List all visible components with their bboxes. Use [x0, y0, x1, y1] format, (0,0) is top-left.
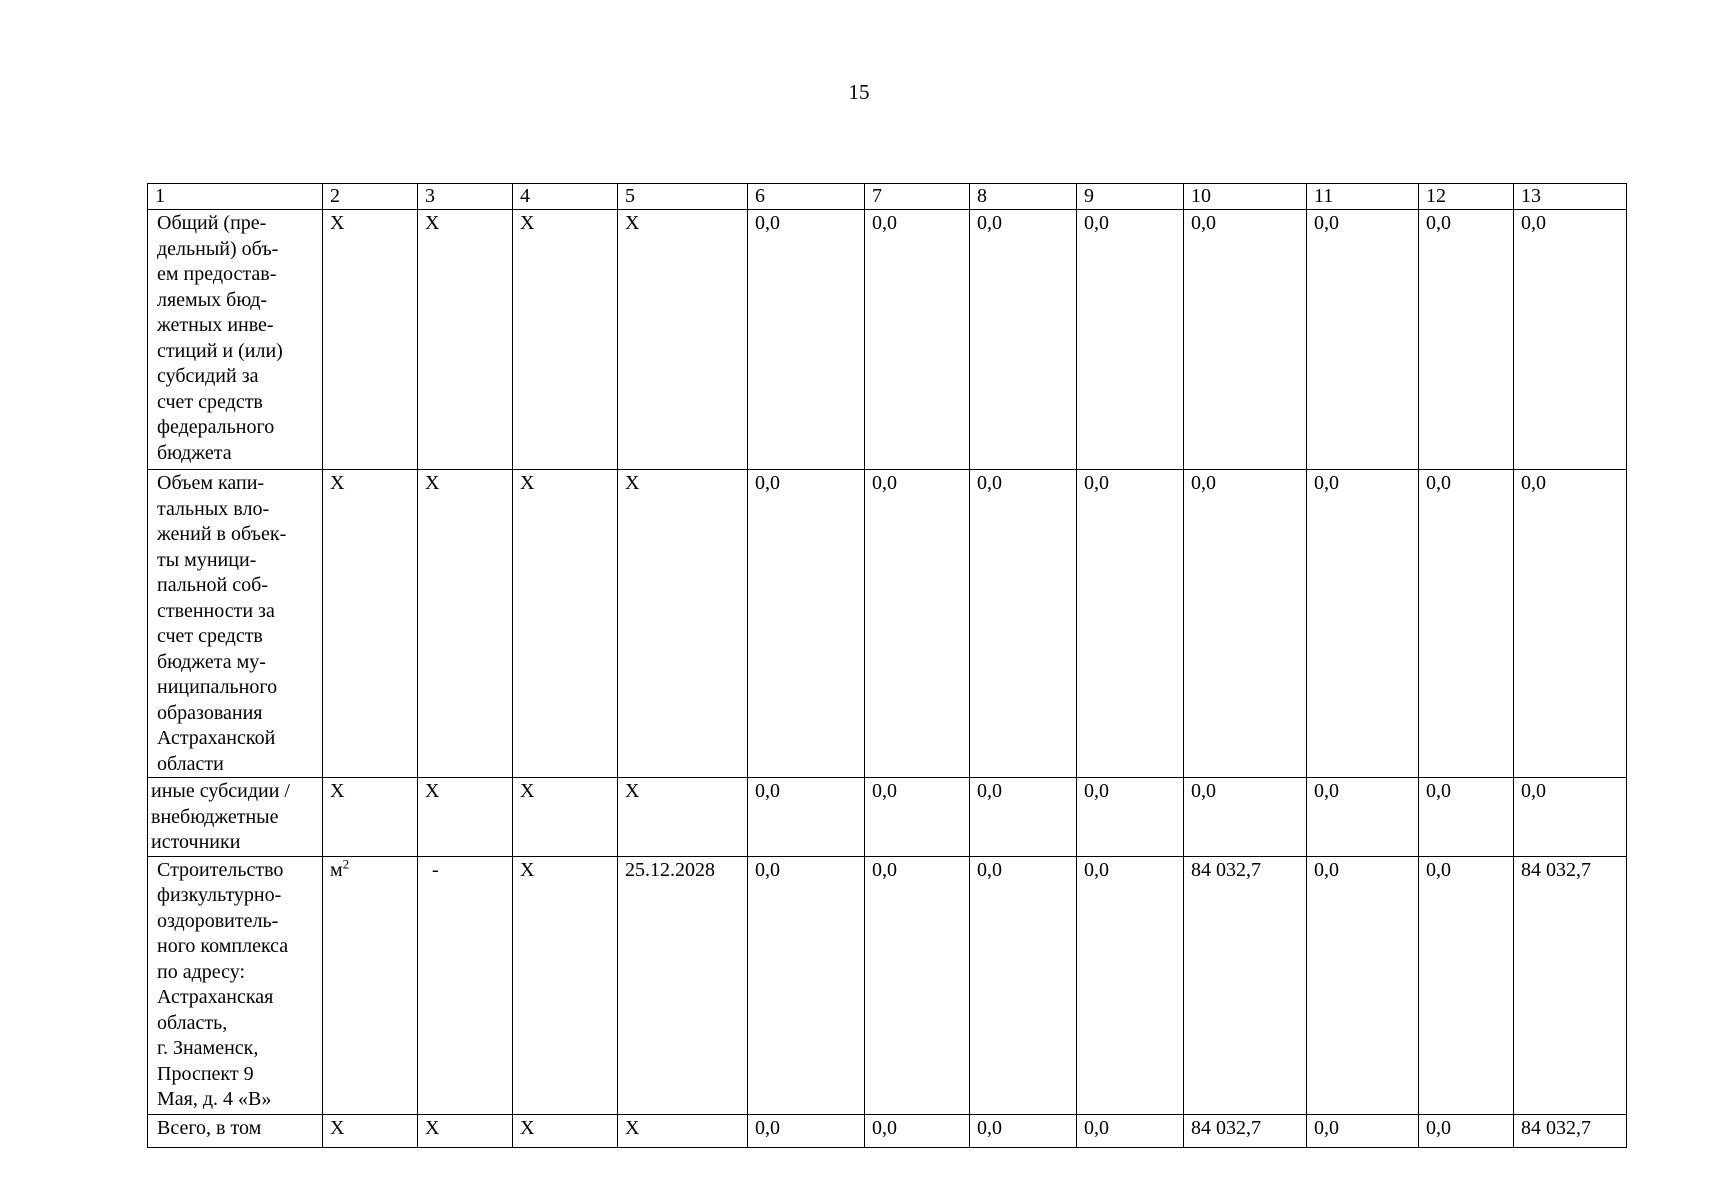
table-cell: 0,0	[865, 856, 970, 1114]
table-cell: 84 032,7	[1514, 1114, 1627, 1147]
table-cell: X	[418, 1114, 513, 1147]
header-row	[148, 184, 1627, 210]
table-cell: X	[323, 470, 418, 778]
table-cell: 0,0	[1077, 856, 1184, 1114]
table-row	[148, 856, 1627, 1114]
table-cell: 0,0	[748, 470, 865, 778]
table-cell: 0,0	[1077, 778, 1184, 857]
table-cell: 0,0	[865, 778, 970, 857]
table-cell: 84 032,7	[1184, 1114, 1307, 1147]
table-cell: 0,0	[1419, 470, 1514, 778]
column-number: 10	[1184, 184, 1307, 210]
table-cell: X	[618, 470, 748, 778]
table-cell: 0,0	[865, 470, 970, 778]
table-cell: 0,0	[1077, 1114, 1184, 1147]
table-cell: 0,0	[970, 210, 1077, 470]
table-cell: 0,0	[1307, 778, 1419, 857]
table-cell: 0,0	[1419, 856, 1514, 1114]
table-cell: 0,0	[865, 1114, 970, 1147]
table-cell: 0,0	[1514, 210, 1627, 470]
table-row	[148, 210, 1627, 470]
table-cell: 0,0	[1184, 210, 1307, 470]
table-cell: -	[418, 856, 513, 1114]
table-cell: 0,0	[1307, 210, 1419, 470]
row-label: Всего, в том	[148, 1114, 323, 1147]
column-number: 7	[865, 184, 970, 210]
column-number: 8	[970, 184, 1077, 210]
column-number: 13	[1514, 184, 1627, 210]
unit-base: м	[330, 858, 343, 881]
column-number: 6	[748, 184, 865, 210]
table-cell: 0,0	[1307, 856, 1419, 1114]
table-cell: X	[418, 470, 513, 778]
unit-cell	[323, 856, 418, 1114]
table-cell: 0,0	[1419, 1114, 1514, 1147]
table-cell: X	[513, 470, 618, 778]
column-number: 11	[1307, 184, 1419, 210]
column-number: 5	[618, 184, 748, 210]
column-number: 12	[1419, 184, 1514, 210]
column-number: 3	[418, 184, 513, 210]
column-number: 4	[513, 184, 618, 210]
table-cell: 0,0	[1184, 470, 1307, 778]
table-cell: 0,0	[970, 470, 1077, 778]
table-cell: X	[513, 1114, 618, 1147]
table-cell: 0,0	[1514, 778, 1627, 857]
table-cell: X	[618, 778, 748, 857]
table-cell: X	[513, 210, 618, 470]
table-cell: 0,0	[1077, 470, 1184, 778]
table-cell: X	[618, 210, 748, 470]
date-cell: 25.12.2028	[618, 856, 748, 1114]
table-cell: 0,0	[748, 1114, 865, 1147]
row-label: иные субсидии / внебюджетные источники	[148, 778, 323, 857]
table-row	[148, 1114, 1627, 1147]
row-label: Общий (пре- дельный) объ- ем предостав- ляемых бюд- жетных инве- стиций и (или) субсидий за счет средств федерального бюджета	[148, 210, 323, 470]
table-cell: 0,0	[748, 778, 865, 857]
table-cell: X	[513, 778, 618, 857]
page-number: 15	[848, 80, 870, 104]
table-cell: X	[323, 1114, 418, 1147]
table-cell: 0,0	[1514, 470, 1627, 778]
unit-exponent: 2	[342, 856, 350, 871]
table-cell: X	[513, 856, 618, 1114]
table-cell: 0,0	[1307, 1114, 1419, 1147]
column-number: 1	[148, 184, 323, 210]
table-cell: 0,0	[1419, 210, 1514, 470]
table-cell: 0,0	[970, 778, 1077, 857]
table-cell: 0,0	[1077, 210, 1184, 470]
table-cell: 0,0	[1184, 778, 1307, 857]
row-label: Объем капи- тальных вло- жений в объек- ты муници- пальной соб- ственности за счет средств бюджета му- ниципального образования Астраханской области	[148, 470, 323, 778]
table-cell: 0,0	[970, 1114, 1077, 1147]
column-number: 9	[1077, 184, 1184, 210]
table-row	[148, 470, 1627, 778]
column-number: 2	[323, 184, 418, 210]
table-cell: X	[418, 210, 513, 470]
table-cell: 84 032,7	[1514, 856, 1627, 1114]
table-cell: 0,0	[1419, 778, 1514, 857]
table-cell: 0,0	[865, 210, 970, 470]
table-cell: X	[418, 778, 513, 857]
table-cell: 84 032,7	[1184, 856, 1307, 1114]
table-cell: X	[323, 778, 418, 857]
table-cell: 0,0	[748, 856, 865, 1114]
table-cell: 0,0	[1307, 470, 1419, 778]
table-row	[148, 778, 1627, 857]
budget-table	[147, 183, 1627, 1148]
row-label: Строительство физкультурно- оздоровитель- ного комплекса по адресу: Астраханская область, г. Знаменск, Проспект 9 Мая, д. 4 «В»	[148, 856, 323, 1114]
table-cell: X	[618, 1114, 748, 1147]
table-cell: 0,0	[748, 210, 865, 470]
table-cell: X	[323, 210, 418, 470]
table-cell: 0,0	[970, 856, 1077, 1114]
